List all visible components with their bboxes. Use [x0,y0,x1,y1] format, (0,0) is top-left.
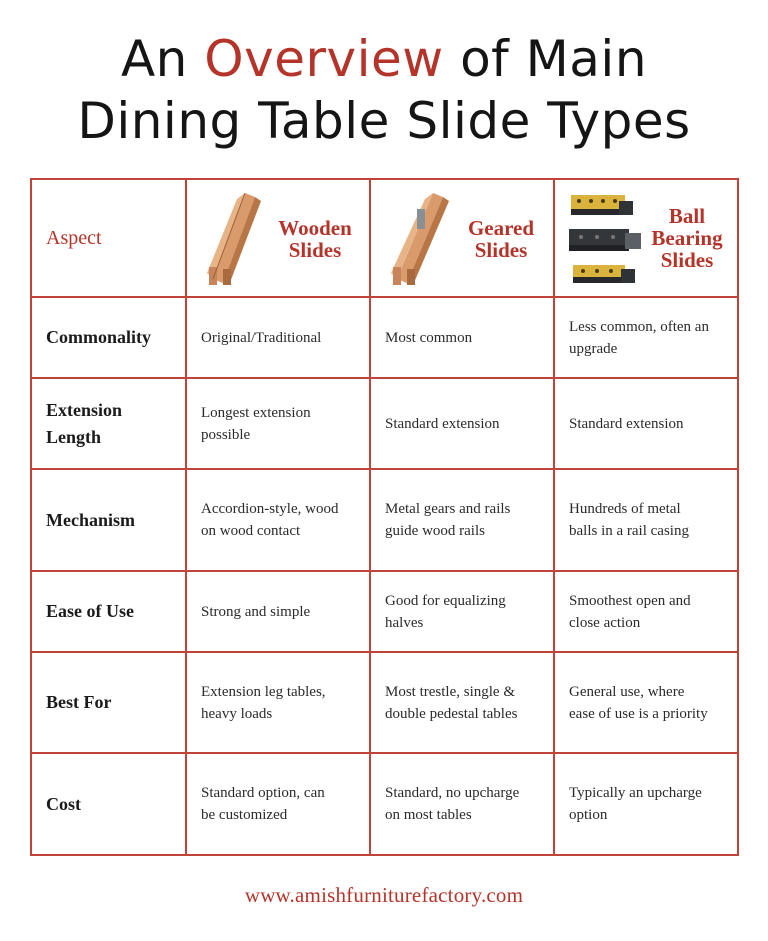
value-line1: Standard, no upcharge [385,785,520,801]
comparison-table [30,178,739,856]
aspect-cell [31,652,186,753]
table-row [31,571,738,652]
value-cell [554,571,738,652]
value-line2: balls in a rail casing [569,523,689,539]
title-line-1 [0,28,768,90]
value-cell [554,297,738,378]
value-line2: halves [385,614,424,631]
aspect-cell [31,753,186,855]
aspect-line2: Length [46,426,102,447]
table-row [31,652,738,753]
value-line2: on most tables [385,807,472,823]
title-part1: An [120,30,205,88]
value-cell [554,652,738,753]
value-cell [186,378,370,469]
value-cell [554,469,738,571]
table-row [31,753,738,855]
value-line2: heavy loads [201,705,273,722]
value-line1: Strong and simple [201,603,311,620]
value-line1: Most common [385,329,473,346]
aspect-line1: Best For [46,692,112,712]
value-cell [370,571,554,652]
value-line1: Standard extension [569,415,684,432]
value-line2: be customized [201,807,288,823]
value-cell [186,652,370,753]
value-cell [370,378,554,469]
title-highlight: Overview [204,30,444,88]
value-cell [370,753,554,855]
value-line1: Metal gears and rails [385,501,511,517]
value-cell [370,652,554,753]
value-line1: Hundreds of metal [569,501,681,517]
value-line2: option [569,807,608,823]
value-cell [370,297,554,378]
value-line1: Standard option, can [201,785,325,801]
value-line1: General use, where [569,683,685,700]
geared-header-line2: Slides [474,238,528,262]
value-cell [186,297,370,378]
value-line1: Most trestle, single & [385,683,515,700]
value-cell [186,753,370,855]
wooden-slides-header [186,179,370,297]
value-cell [186,469,370,571]
table-row [31,297,738,378]
value-line1: Original/Traditional [201,329,322,346]
wooden-header-line1: Wooden [278,216,352,240]
footer-url[interactable]: www.amishfurniturefactory.com [244,883,524,907]
ball-header-line1: Ball [668,204,706,228]
geared-header-line1: Geared [467,216,535,240]
value-cell [554,753,738,855]
aspect-cell [31,571,186,652]
table-row [31,378,738,469]
table-row [31,469,738,571]
aspect-line1: Extension [46,399,123,420]
value-line1: Longest extension [201,404,311,421]
value-line1: Less common, often an [569,318,709,335]
value-line1: Accordion-style, wood [201,501,339,517]
value-line1: Standard extension [385,415,500,432]
value-line2: close action [569,614,641,631]
value-line1: Good for equalizing [385,592,506,609]
aspect-header: Aspect [31,179,186,297]
title-line-2: Dining Table Slide Types [77,92,691,150]
aspect-line1: Commonality [46,327,151,347]
ball-bearing-slides-header [554,179,738,297]
aspect-line1: Mechanism [46,509,135,530]
page-title [0,28,768,152]
value-line1: Typically an upcharge [569,785,702,801]
table-header-row [31,179,738,297]
value-line1: Smoothest open and [569,592,691,609]
aspect-cell [31,469,186,571]
wooden-header-line2: Slides [288,238,342,262]
aspect-cell [31,297,186,378]
aspect-line1: Ease of Use [46,601,134,621]
ball-header-line3: Slides [660,248,714,272]
value-line2: on wood contact [201,523,301,539]
value-cell [186,571,370,652]
aspect-line1: Cost [46,793,81,814]
geared-slides-header [370,179,554,297]
value-line2: ease of use is a priority [569,705,708,722]
value-line2: double pedestal tables [385,705,518,722]
value-line2: guide wood rails [385,523,485,539]
value-line1: Extension leg tables, [201,683,326,700]
value-line2: possible [201,426,251,443]
value-line2: upgrade [569,340,618,357]
ball-header-line2: Bearing [651,226,723,250]
aspect-cell [31,378,186,469]
title-part2: of Main [443,30,648,88]
value-cell [370,469,554,571]
value-cell [554,378,738,469]
